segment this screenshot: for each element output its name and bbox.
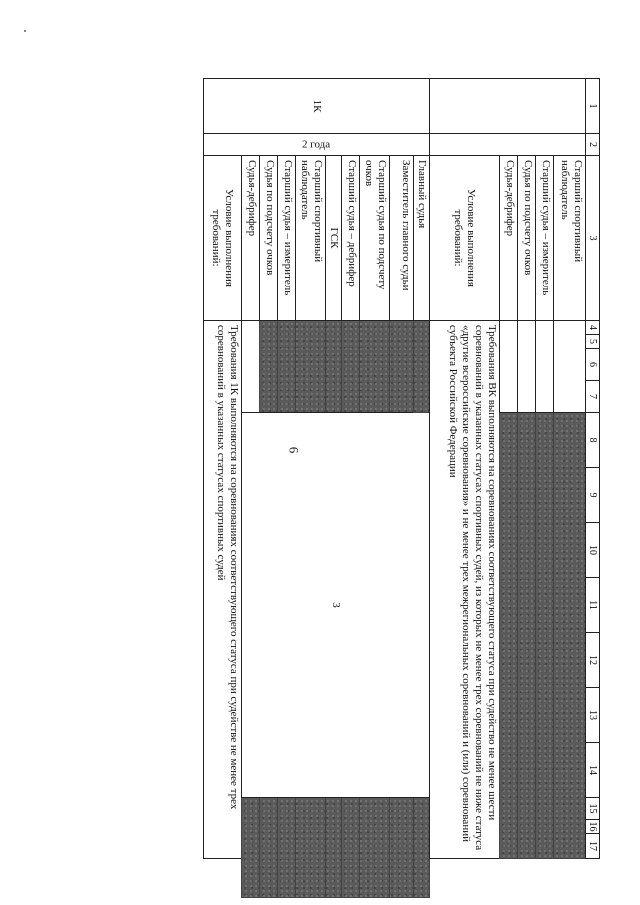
shaded-cells (360, 321, 390, 413)
cell-empty (554, 321, 586, 413)
shaded-cells (342, 798, 360, 898)
table-row (518, 79, 536, 898)
category-cell-empty (430, 79, 586, 134)
shaded-cells (390, 798, 414, 898)
shaded-cells (390, 321, 414, 413)
col-number: 11 (586, 578, 600, 633)
cell-empty (536, 321, 554, 413)
col-number: 16 (587, 821, 598, 832)
shaded-cells (518, 413, 536, 859)
shaded-cells (554, 413, 586, 859)
cell-empty (518, 321, 536, 413)
cell-empty (500, 321, 518, 413)
referee-position: Старший спортивный наблюдатель (296, 156, 326, 321)
table-row (536, 79, 554, 898)
referee-position: Старший спортивный наблюдатель (554, 156, 586, 321)
table-row (414, 79, 430, 898)
referee-position: Судья по подсчету очков (260, 156, 278, 321)
condition-label: Условие выполнения требований: (204, 156, 242, 321)
category-cell: 1К (204, 79, 430, 134)
col-number: 10 (586, 523, 600, 578)
shaded-cells (536, 413, 554, 859)
referee-position: Главный судья (414, 156, 430, 321)
requirements-table-sheet (40, 78, 600, 898)
col-number: 5 (586, 335, 600, 349)
shaded-cells (414, 798, 430, 898)
referee-position: Старший судья – дебрифер (342, 156, 360, 321)
shaded-cells (260, 321, 278, 413)
period-cell-empty (430, 134, 586, 156)
referee-position: Старший судья – измеритель (278, 156, 296, 321)
referee-position: Заместитель главного судьи (390, 156, 414, 321)
shaded-cells (414, 321, 430, 413)
col-number: 4 (586, 321, 600, 335)
col-number: 2 (586, 134, 600, 156)
requirements-table (203, 78, 600, 898)
scan-artifact (24, 30, 26, 32)
shaded-cells (278, 321, 296, 413)
period-cell: 2 года (204, 134, 430, 156)
shaded-cells (296, 321, 326, 413)
condition-text: Требования ВК выполняются на соревнованиях соответствующего статуса при судейство не менее шести соревнований в указанных статусах спортивных судей, из которых не менее трех соревнований не ниже статуса «другие всероссийские соревнования» и не менее трех межрегиональных соревнований и (или) соревнований субъекта Российской Федерации (430, 321, 500, 859)
referee-position: Старший судья по подсчету очков (360, 156, 390, 321)
column-number-row (586, 79, 600, 898)
col-number: 6 (586, 349, 600, 381)
col-number: 8 (586, 413, 600, 468)
referee-position: Судья по подсчету очков (518, 156, 536, 321)
shaded-cells (278, 798, 296, 898)
referee-position: Судья-дебрифер (500, 156, 518, 321)
col-number: 9 (586, 468, 600, 523)
col-number: 17 (586, 834, 600, 859)
col-number: 13 (586, 688, 600, 743)
col-number: 12 (586, 633, 600, 688)
requirement-value: 3 (242, 413, 430, 798)
table-row (500, 79, 518, 898)
shaded-cells (360, 798, 390, 898)
referee-position: Старший судья – измеритель (536, 156, 554, 321)
shaded-cells (296, 798, 326, 898)
cell-empty (242, 321, 260, 413)
shaded-cells (500, 413, 518, 859)
condition-row (430, 79, 500, 898)
condition-row (204, 79, 242, 898)
shaded-cells (342, 321, 360, 413)
table-row (554, 79, 586, 898)
col-number: 3 (586, 156, 600, 321)
col-number: 7 (586, 381, 600, 413)
condition-text: Требования 1К выполняются на соревнованиях соответствующего статуса при судействе не менее трех соревнований в указанных статусах спортивных судей (204, 321, 242, 859)
shaded-cells (260, 798, 278, 898)
condition-label: Условие выполнения требований: (430, 156, 500, 321)
col-number: 1 (586, 79, 600, 134)
shaded-cells (242, 798, 260, 898)
referee-position: Судья-дебрифер (242, 156, 260, 321)
page-number: 6 (286, 446, 302, 454)
col-number: 14 (586, 743, 600, 798)
shaded-cells (326, 321, 342, 413)
group-label: ГСК (326, 156, 342, 321)
shaded-cells (326, 798, 342, 898)
col-number: 15 (586, 798, 600, 820)
